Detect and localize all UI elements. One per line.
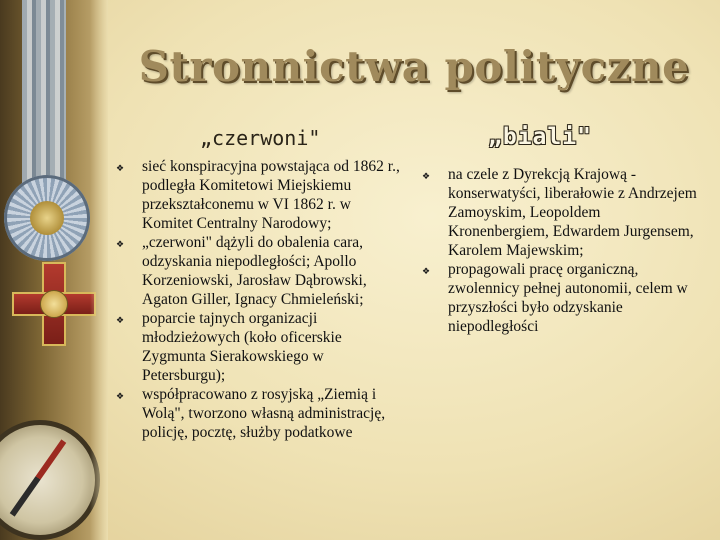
medal-ribbon-icon bbox=[22, 0, 66, 200]
left-column-list bbox=[112, 157, 402, 442]
list-item bbox=[418, 165, 700, 260]
left-column-heading: „czerwoni" bbox=[200, 126, 321, 150]
cross-center-medallion bbox=[40, 290, 68, 318]
diamond-bullet-icon: ❖ bbox=[422, 266, 431, 276]
slide-title: Stronnictwa polityczne bbox=[138, 42, 690, 91]
diamond-bullet-icon: ❖ bbox=[116, 239, 125, 249]
list-item-text: współpracowano z rosyjską „Ziemią i Wolą", tworzono własną administrację, policję, pocztę, służby podatkowe bbox=[142, 386, 386, 441]
order-cross-icon bbox=[12, 262, 96, 346]
compass-icon bbox=[0, 420, 100, 540]
list-item bbox=[112, 309, 402, 385]
list-item bbox=[112, 157, 402, 233]
list-item-text: na czele z Dyrekcją Krajową - konserwatyści, liberałowie z Andrzejem Zamoyskim, Leopoldem Kronenbergiem, Edwardem Jurgensem, Karolem Majewskim; bbox=[448, 166, 697, 259]
list-item bbox=[112, 385, 402, 442]
decorative-sidebar bbox=[0, 0, 108, 540]
list-item bbox=[418, 260, 700, 336]
list-item-text: sieć konspiracyjna powstająca od 1862 r., podległa Komitetowi Miejskiemu przekształconemu w VI 1862 r. w Komitet Centralny Narodowy; bbox=[142, 158, 400, 232]
diamond-bullet-icon: ❖ bbox=[116, 391, 125, 401]
diamond-bullet-icon: ❖ bbox=[116, 163, 125, 173]
right-column-heading: „biali" bbox=[488, 124, 592, 150]
compass-needle bbox=[10, 439, 67, 516]
list-item-text: poparcie tajnych organizacji młodzieżowych (koło oficerskie Zygmunta Sierakowskiego w Petersburgu); bbox=[142, 310, 342, 384]
rosette-center-icon bbox=[30, 201, 64, 235]
right-column-list bbox=[418, 165, 700, 336]
list-item-text: propagowali pracę organiczną, zwolennicy pełnej autonomii, celem w przyszłości było odzyskanie niepodległości bbox=[448, 261, 688, 335]
diamond-bullet-icon: ❖ bbox=[116, 315, 125, 325]
diamond-bullet-icon: ❖ bbox=[422, 171, 431, 181]
list-item-text: „czerwoni" dążyli do obalenia cara, odzyskania niepodległości; Apollo Korzeniowski, Jarosław Dąbrowski, Agaton Giller, Ignacy Chmieleński; bbox=[142, 234, 367, 308]
list-item bbox=[112, 233, 402, 309]
